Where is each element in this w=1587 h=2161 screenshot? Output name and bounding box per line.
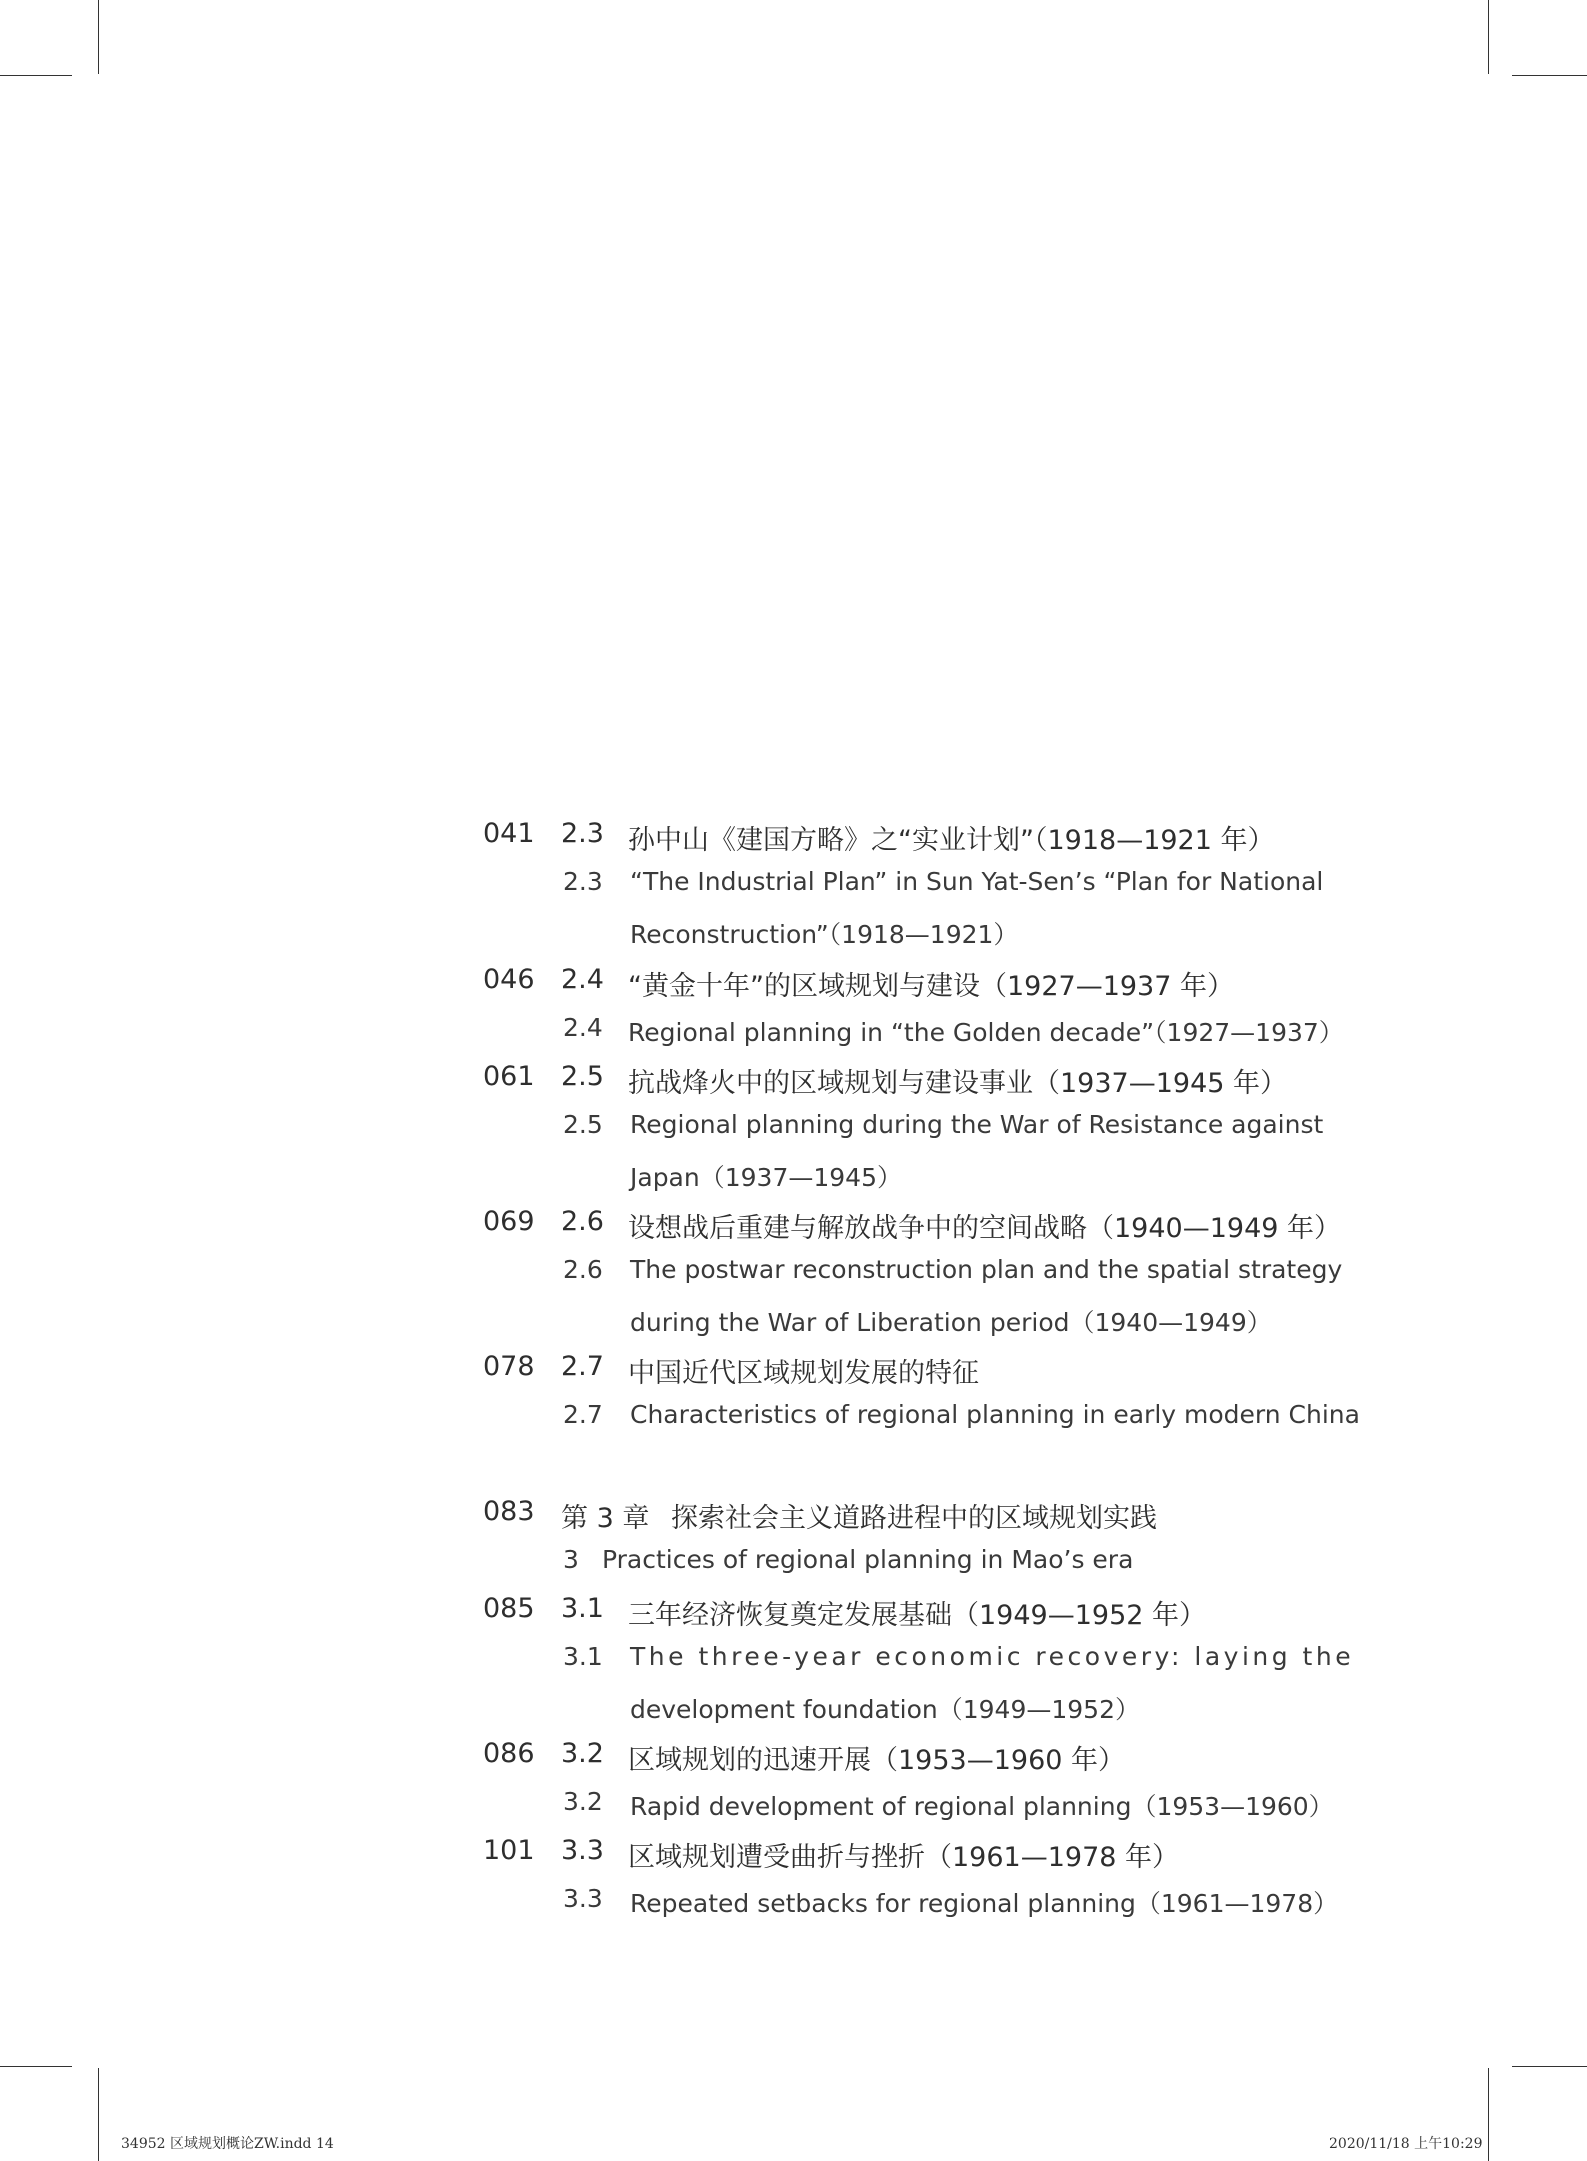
section-number: 2.6 bbox=[561, 1206, 604, 1237]
section-number: 2.5 bbox=[561, 1061, 604, 1092]
page-number: 069 bbox=[483, 1206, 535, 1237]
page-number: 083 bbox=[483, 1496, 535, 1527]
section-title-en: Rapid development of regional planning（1953—1960） bbox=[630, 1792, 1334, 1821]
section-number-en: 3.2 bbox=[563, 1787, 603, 1816]
section-title-zh: 区域规划遭受曲折与挫折（1961—1978 年） bbox=[628, 1842, 1180, 1873]
section-title-en-cont: during the War of Liberation period（1940—1949） bbox=[630, 1308, 1272, 1337]
section-number: 3.1 bbox=[561, 1593, 604, 1624]
section-title-zh: 区域规划的迅速开展（1953—1960 年） bbox=[628, 1745, 1126, 1776]
page-number: 086 bbox=[483, 1738, 535, 1769]
section-number-en: 2.3 bbox=[563, 867, 603, 896]
section-number: 3.3 bbox=[561, 1835, 604, 1866]
section-number-en: 2.7 bbox=[563, 1400, 603, 1429]
chapter-number-en: 3 bbox=[563, 1545, 579, 1574]
section-title-en-cont: Japan（1937—1945） bbox=[630, 1163, 902, 1192]
file-slug: 34952 区域规划概论ZW.indd 14 bbox=[121, 2136, 334, 2152]
page-number: 061 bbox=[483, 1061, 535, 1092]
chapter-title-zh: 探索社会主义道路进程中的区域规划实践 bbox=[671, 1503, 1157, 1534]
section-number: 3.2 bbox=[561, 1738, 604, 1769]
section-title-zh: 孙中山《建国方略》之“实业计划”（1918—1921 年） bbox=[628, 825, 1275, 856]
section-number-en: 2.5 bbox=[563, 1110, 603, 1139]
section-title-zh: “黄金十年”的区域规划与建设（1927—1937 年） bbox=[628, 971, 1234, 1002]
section-title-zh: 抗战烽火中的区域规划与建设事业（1937—1945 年） bbox=[628, 1068, 1288, 1099]
section-number: 2.3 bbox=[561, 818, 604, 849]
page-number: 101 bbox=[483, 1835, 535, 1866]
chapter-title-en: Practices of regional planning in Mao’s era bbox=[602, 1545, 1134, 1574]
section-number-en: 3.3 bbox=[563, 1884, 603, 1913]
section-title-zh: 三年经济恢复奠定发展基础（1949—1952 年） bbox=[628, 1600, 1207, 1631]
section-title-en: Repeated setbacks for regional planning（1961—1978） bbox=[630, 1889, 1339, 1918]
page-number: 041 bbox=[483, 818, 535, 849]
section-number: 2.7 bbox=[561, 1351, 604, 1382]
section-title-en: Regional planning during the War of Resistance against bbox=[630, 1110, 1324, 1139]
section-number-en: 3.1 bbox=[563, 1642, 603, 1671]
section-number-en: 2.4 bbox=[563, 1013, 603, 1042]
section-title-en: Regional planning in “the Golden decade”（1927—1937） bbox=[628, 1018, 1344, 1047]
section-number: 2.4 bbox=[561, 964, 604, 995]
section-title-en: The postwar reconstruction plan and the spatial strategy bbox=[630, 1255, 1343, 1284]
section-title-en-cont: development foundation（1949—1952） bbox=[630, 1695, 1140, 1724]
section-number-en: 2.6 bbox=[563, 1255, 603, 1284]
page-number: 078 bbox=[483, 1351, 535, 1382]
section-title-en: The three-year economic recovery: laying the bbox=[630, 1642, 1355, 1671]
section-title-en: Characteristics of regional planning in early modern China bbox=[630, 1400, 1360, 1429]
section-title-zh: 中国近代区域规划发展的特征 bbox=[628, 1358, 979, 1389]
section-title-zh: 设想战后重建与解放战争中的空间战略（1940—1949 年） bbox=[628, 1213, 1342, 1244]
page-number: 085 bbox=[483, 1593, 535, 1624]
timestamp-slug: 2020/11/18 上午10:29 bbox=[1329, 2136, 1483, 2152]
section-title-en: “The Industrial Plan” in Sun Yat-Sen’s “Plan for National bbox=[630, 867, 1324, 896]
section-title-en-cont: Reconstruction”（1918—1921） bbox=[630, 920, 1019, 949]
page-number: 046 bbox=[483, 964, 535, 995]
chapter-number: 第 3 章 bbox=[561, 1503, 650, 1534]
